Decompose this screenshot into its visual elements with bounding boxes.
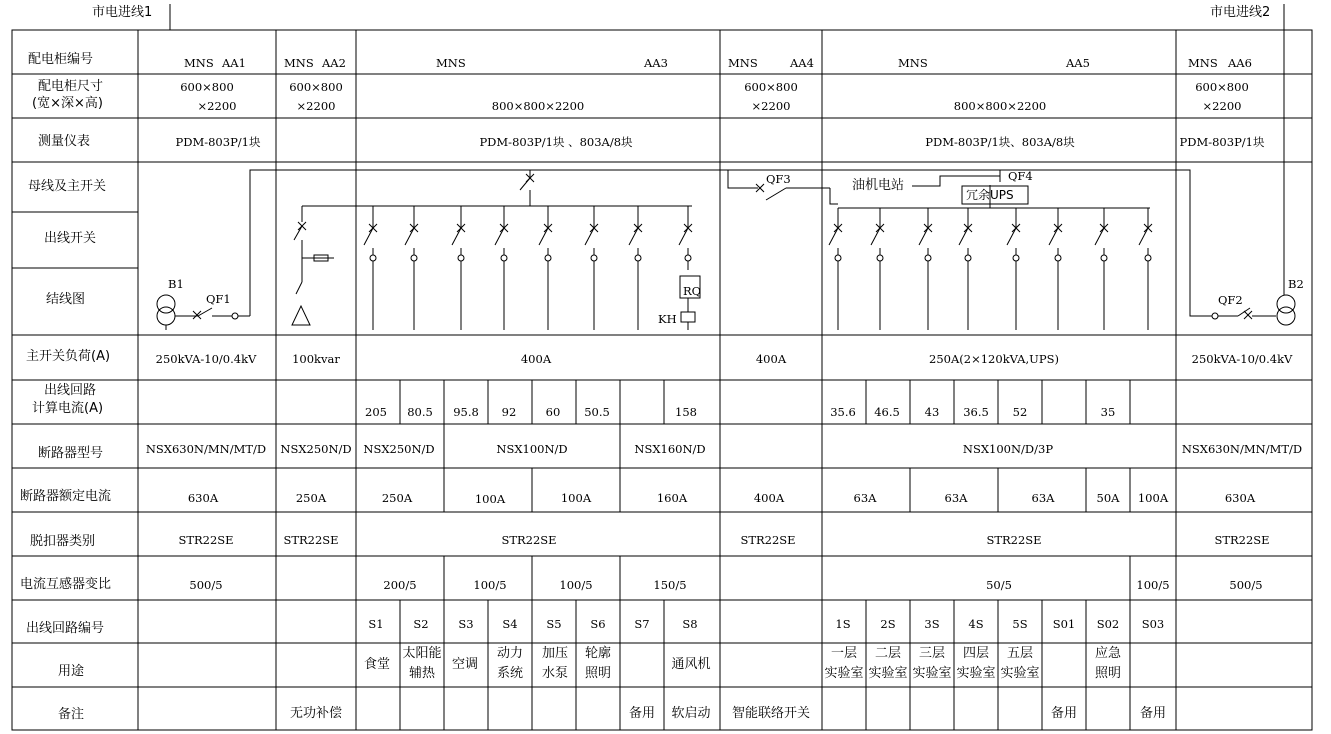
- aa2-trip: STR22SE: [283, 533, 339, 547]
- aa3-id-s3: S3: [458, 617, 474, 631]
- aa5-id-1s: 1S: [835, 617, 851, 631]
- aa3-branch-5-blade: [539, 228, 548, 245]
- aa5-branch-5-blade: [1007, 228, 1016, 245]
- aa5-branch-5-ct: [1013, 255, 1019, 261]
- row-label-trip-type: 脱扣器类别: [30, 534, 96, 549]
- aa5-usage-2s-b: 实验室: [868, 666, 908, 681]
- aa3-branch-5-ct: [545, 255, 551, 261]
- aa3-branch-8-ct: [685, 255, 691, 261]
- aa5-current-1s: 35.6: [830, 405, 856, 419]
- aa6-ct: 500/5: [1229, 578, 1263, 592]
- aa1-mns: MNS: [184, 56, 214, 70]
- aa5-branch-1-blade: [829, 228, 838, 245]
- incoming-2-label: 市电进线2: [1210, 5, 1271, 20]
- aa5-branch-7-blade: [1095, 228, 1104, 245]
- aa5-rating-4: 50A: [1096, 491, 1120, 505]
- aa3-branch-6-blade: [585, 228, 594, 245]
- aa3-usage-s3: 空调: [451, 657, 479, 672]
- aa5-branch-2-ct: [877, 255, 883, 261]
- aa1-load: 250kVA-10/0.4kV: [155, 352, 257, 366]
- aa5-branch-6-ct: [1055, 255, 1061, 261]
- aa5-rating-2: 63A: [944, 491, 968, 505]
- aa3-branch-7-blade: [629, 228, 638, 245]
- aa3-branch-3-blade: [452, 228, 461, 245]
- aa3-branch-3-ct: [458, 255, 464, 261]
- aa2-size-h: ×2200: [296, 99, 336, 113]
- aa5-branch-2-blade: [871, 228, 880, 245]
- aa5-ct: 50/5: [986, 578, 1012, 592]
- aa5-id-2s: 2S: [880, 617, 896, 631]
- aa4-rating: 400A: [753, 491, 785, 505]
- row-label-breaker-model: 断路器型号: [38, 446, 104, 461]
- aa5-id: AA5: [1066, 56, 1090, 70]
- aa5-id-3s: 3S: [924, 617, 940, 631]
- aa3-usage-s2-a: 太阳能: [402, 646, 442, 661]
- row-label-cabinet-no: 配电柜编号: [28, 52, 94, 67]
- aa3-current-s5: 60: [545, 405, 561, 419]
- aa5-usage-3s-a: 三层: [918, 646, 946, 661]
- aa3-usage-s1: 食堂: [363, 657, 391, 672]
- aa5-usage-1s-a: 一层: [830, 646, 858, 661]
- aa1-rating: 630A: [187, 491, 219, 505]
- aa3-current-s2: 80.5: [407, 405, 433, 419]
- aa5-branch-8-blade: [1139, 228, 1148, 245]
- aa5-breaker: NSX100N/D/3P: [962, 442, 1054, 456]
- aa5-usage-3s-b: 实验室: [912, 666, 952, 681]
- aa5-branch-4-ct: [965, 255, 971, 261]
- aa6-trip: STR22SE: [1214, 533, 1270, 547]
- aa3-usage-s6-a: 轮廓: [584, 646, 612, 661]
- breaker-qf3-label: QF3: [766, 172, 791, 186]
- aa5-usage-5s-b: 实验室: [1000, 666, 1040, 681]
- aa5-usage-5s-a: 五层: [1006, 646, 1034, 661]
- aa3-branch-7-ct: [635, 255, 641, 261]
- row-label-usage: 用途: [58, 664, 85, 679]
- aa5-load: 250A(2×120kVA,UPS): [929, 352, 1059, 366]
- row-label-outgoing-switch: 出线开关: [44, 231, 97, 246]
- aa3-ct-4: 150/5: [653, 578, 687, 592]
- aa5-current-2s: 46.5: [874, 405, 900, 419]
- aa3-branch-6-ct: [591, 255, 597, 261]
- incoming-1-label: 市电进线1: [92, 5, 153, 20]
- aa6-id: AA6: [1228, 56, 1252, 70]
- aa3-mns: MNS: [436, 56, 466, 70]
- aa5-branch-4-blade: [959, 228, 968, 245]
- aa3-remark-s8: 软启动: [671, 706, 711, 721]
- aa6-mns: MNS: [1188, 56, 1218, 70]
- breaker-qf1-label: QF1: [206, 292, 231, 306]
- aa4-id: AA4: [790, 56, 814, 70]
- aa3-rating-4: 160A: [656, 491, 688, 505]
- row-label-breaker-rating: 断路器额定电流: [20, 489, 112, 504]
- aa3-branch-8-blade: [679, 228, 688, 245]
- thermal-relay-kh: [681, 312, 695, 322]
- kh-label: KH: [658, 312, 677, 326]
- row-label-wiring: 结线图: [46, 292, 86, 307]
- aa5-mns: MNS: [898, 56, 928, 70]
- aa1-ct: 500/5: [189, 578, 223, 592]
- aa5-branch-3-ct: [925, 255, 931, 261]
- aa2-id: AA2: [322, 56, 346, 70]
- aa3-rating-2: 100A: [474, 492, 506, 506]
- aa5-current-s02: 35: [1100, 405, 1116, 419]
- aa1-meter: PDM-803P/1块: [175, 135, 261, 149]
- aa5-rating-1: 63A: [853, 491, 877, 505]
- aa5-id-4s: 4S: [968, 617, 984, 631]
- aa3-current-s6: 50.5: [584, 405, 610, 419]
- aa5-remark-s03: 备用: [1139, 706, 1167, 721]
- aa2-breaker: NSX250N/D: [280, 442, 352, 456]
- aa3-current-s3: 95.8: [453, 405, 479, 419]
- aa5-usage-s02-a: 应急: [1094, 646, 1122, 661]
- aa1-breaker: NSX630N/MN/MT/D: [145, 442, 267, 456]
- rq-label: RQ: [683, 284, 702, 298]
- row-label-main-load: 主开关负荷(A): [26, 349, 111, 364]
- aa5-branch-6-blade: [1049, 228, 1058, 245]
- row-label-cabinet-size-dims: (宽×深×高): [32, 96, 103, 111]
- aa3-rating-1: 250A: [381, 491, 413, 505]
- aa3-usage-s5-b: 水泵: [541, 666, 569, 681]
- aa6-rating: 630A: [1224, 491, 1256, 505]
- aa4-size-h: ×2200: [751, 99, 791, 113]
- aa5-remark-s01: 备用: [1050, 706, 1078, 721]
- aa5-id-s02: S02: [1096, 617, 1120, 631]
- aa3-branch-2-blade: [405, 228, 414, 245]
- aa3-usage-s4-a: 动力: [496, 646, 524, 661]
- aa5-current-5s: 52: [1012, 405, 1028, 419]
- aa3-current-s8: 158: [675, 405, 697, 419]
- aa1-id: AA1: [222, 56, 246, 70]
- aa3-usage-s8: 通风机: [671, 657, 711, 672]
- aa3-branch-4-ct: [501, 255, 507, 261]
- aa3-remark-s7: 备用: [628, 706, 656, 721]
- aa3-branch-2-ct: [411, 255, 417, 261]
- aa3-breaker-1: NSX250N/D: [363, 442, 435, 456]
- aa5-meter: PDM-803P/1块、803A/8块: [925, 135, 1075, 149]
- aa3-branch-1-blade: [364, 228, 373, 245]
- aa5-id-s01: S01: [1052, 617, 1076, 631]
- aa3-id: AA3: [644, 56, 668, 70]
- aa5-usage-1s-b: 实验室: [824, 666, 864, 681]
- aa3-usage-s2-b: 辅热: [408, 666, 436, 681]
- aa5-branch-7-ct: [1101, 255, 1107, 261]
- aa3-id-s1: S1: [368, 617, 384, 631]
- aa3-meter: PDM-803P/1块 、803A/8块: [479, 135, 633, 149]
- transformer-b2-label: B2: [1288, 277, 1304, 291]
- aa4-remark: 智能联络开关: [731, 706, 811, 721]
- aa5-usage-s02-b: 照明: [1094, 666, 1122, 681]
- aa2-remark: 无功补偿: [289, 706, 343, 721]
- aa3-breaker-2: NSX100N/D: [496, 442, 568, 456]
- aa3-id-s7: S7: [634, 617, 650, 631]
- aa6-meter: PDM-803P/1块: [1179, 135, 1265, 149]
- aa4-load: 400A: [755, 352, 787, 366]
- aa3-current-s1: 205: [365, 405, 387, 419]
- aa5-current-3s: 43: [924, 405, 940, 419]
- aa5-rating-3: 63A: [1031, 491, 1055, 505]
- row-label-ct-ratio: 电流互感器变比: [20, 577, 112, 592]
- aa5-usage-4s-a: 四层: [962, 646, 990, 661]
- generator-label: 油机电站: [852, 178, 905, 193]
- aa5-usage-4s-b: 实验室: [956, 666, 996, 681]
- aa5-branch-3-blade: [919, 228, 928, 245]
- aa2-load: 100kvar: [292, 352, 340, 366]
- aa1-size: 600×800: [180, 80, 234, 94]
- aa5-trip: STR22SE: [986, 533, 1042, 547]
- row-label-busbar: 母线及主开关: [28, 179, 107, 194]
- aa5-ct-extra: 100/5: [1136, 578, 1170, 592]
- breaker-qf2-label: QF2: [1218, 293, 1243, 307]
- ups-label: 冗余UPS: [966, 188, 1014, 202]
- aa3-id-s8: S8: [682, 617, 698, 631]
- aa3-current-s4: 92: [501, 405, 517, 419]
- aa5-size: 800×800×2200: [953, 99, 1047, 113]
- aa5-rating-5: 100A: [1137, 491, 1169, 505]
- aa3-rating-3: 100A: [560, 491, 592, 505]
- aa3-usage-s5-a: 加压: [541, 646, 569, 661]
- aa3-trip: STR22SE: [501, 533, 557, 547]
- aa3-id-s5: S5: [546, 617, 562, 631]
- aa5-current-4s: 36.5: [963, 405, 989, 419]
- row-label-meter: 测量仪表: [38, 134, 91, 149]
- aa3-id-s4: S4: [502, 617, 518, 631]
- aa5-branch-1-ct: [835, 255, 841, 261]
- aa5-id-s03: S03: [1141, 617, 1165, 631]
- aa4-size: 600×800: [744, 80, 798, 94]
- aa4-trip: STR22SE: [740, 533, 796, 547]
- aa5-branch-8-ct: [1145, 255, 1151, 261]
- aa3-id-s6: S6: [590, 617, 606, 631]
- row-label-remarks: 备注: [58, 707, 85, 722]
- aa1-size-h: ×2200: [197, 99, 237, 113]
- aa3-size: 800×800×2200: [491, 99, 585, 113]
- aa3-branch-1-ct: [370, 255, 376, 261]
- aa3-branch-4-blade: [495, 228, 504, 245]
- aa6-load: 250kVA-10/0.4kV: [1191, 352, 1293, 366]
- row-label-calc-current-unit: 计算电流(A): [32, 401, 104, 416]
- aa3-ct-3: 100/5: [559, 578, 593, 592]
- aa6-breaker: NSX630N/MN/MT/D: [1181, 442, 1303, 456]
- row-label-calc-current: 出线回路: [44, 383, 97, 398]
- aa3-ct-1: 200/5: [383, 578, 417, 592]
- aa2-rating: 250A: [295, 491, 327, 505]
- breaker-qf4-label: QF4: [1008, 169, 1033, 183]
- aa3-usage-s6-b: 照明: [584, 666, 612, 681]
- aa5-id-5s: 5S: [1012, 617, 1028, 631]
- aa6-size-h: ×2200: [1202, 99, 1242, 113]
- aa3-ct-2: 100/5: [473, 578, 507, 592]
- aa3-load: 400A: [520, 352, 552, 366]
- aa3-breaker-3: NSX160N/D: [634, 442, 706, 456]
- aa4-mns: MNS: [728, 56, 758, 70]
- row-label-circuit-no: 出线回路编号: [26, 621, 105, 636]
- aa2-size: 600×800: [289, 80, 343, 94]
- aa3-id-s2: S2: [413, 617, 429, 631]
- aa3-usage-s4-b: 系统: [496, 666, 524, 681]
- row-label-cabinet-size: 配电柜尺寸: [38, 79, 104, 94]
- aa5-usage-2s-a: 二层: [874, 646, 902, 661]
- aa1-trip: STR22SE: [178, 533, 234, 547]
- aa2-mns: MNS: [284, 56, 314, 70]
- aa6-size: 600×800: [1195, 80, 1249, 94]
- transformer-b1-label: B1: [168, 277, 184, 291]
